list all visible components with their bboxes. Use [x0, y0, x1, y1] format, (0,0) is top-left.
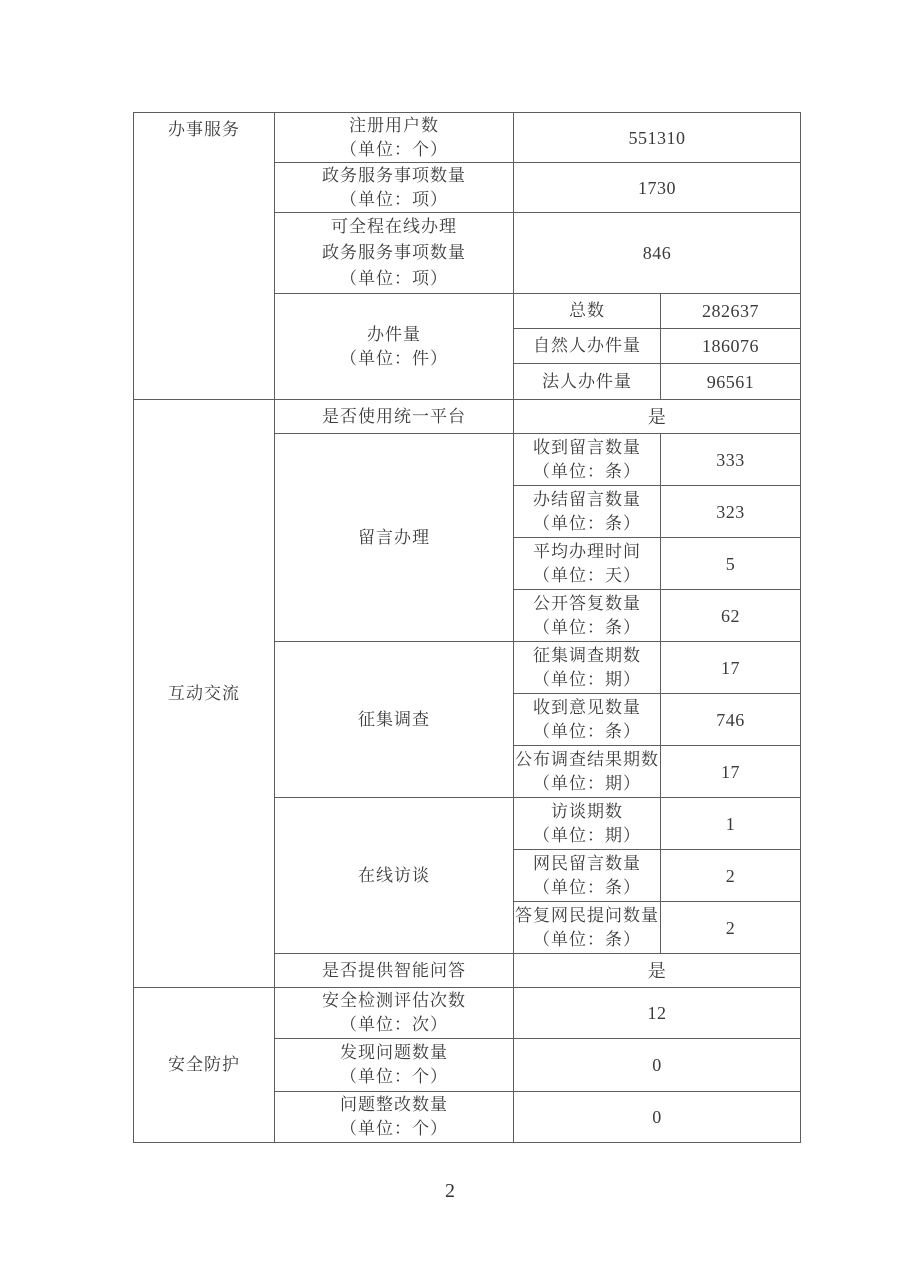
- metric-unit: （单位：项）: [340, 269, 448, 288]
- metric-label: 可全程在线办理: [331, 217, 457, 236]
- metric-group-liuyan: 留言办理: [275, 434, 514, 642]
- sub-value: 746: [661, 694, 801, 746]
- metric-label-cell: [275, 294, 514, 400]
- metric-label: 政务服务事项数量: [322, 165, 466, 185]
- metric-label: 问题整改数量: [340, 1095, 448, 1114]
- sub-unit: （单位：条）: [533, 929, 641, 949]
- sub-label-cell: [514, 486, 661, 538]
- metric-label: 安全检测评估次数: [322, 991, 466, 1010]
- metric-group-fangtan: 在线访谈: [275, 798, 514, 954]
- metric-label: 发现问题数量: [340, 1043, 448, 1062]
- metric-value: 0: [514, 1092, 801, 1143]
- metric-label-cell: [275, 954, 514, 988]
- sub-unit: （单位：条）: [533, 513, 641, 533]
- metric-label-line2: 政务服务事项数量: [322, 243, 466, 262]
- sub-label: 收到留言数量: [533, 437, 641, 457]
- metric-label-cell: [275, 988, 514, 1039]
- sub-value: 17: [661, 746, 801, 798]
- metric-value: 是: [514, 954, 801, 988]
- sub-value: 186076: [661, 329, 801, 364]
- sub-label: 收到意见数量: [533, 697, 641, 717]
- sub-label: 办结留言数量: [533, 489, 641, 509]
- sub-label: 总数: [514, 294, 661, 329]
- sub-unit: （单位：期）: [533, 773, 641, 793]
- report-table: [133, 112, 801, 1143]
- metric-label-cell: [275, 163, 514, 213]
- metric-value: 1730: [514, 163, 801, 213]
- metric-label: 是否提供智能问答: [322, 960, 466, 980]
- metric-value: 是: [514, 400, 801, 434]
- metric-label-cell: [275, 1092, 514, 1143]
- sub-unit: （单位：期）: [533, 825, 641, 845]
- sub-unit: （单位：条）: [533, 721, 641, 741]
- sub-label: 自然人办件量: [514, 329, 661, 364]
- sub-value: 1: [661, 798, 801, 850]
- sub-label-cell: [514, 694, 661, 746]
- sub-label: 答复网民提问数量: [515, 905, 659, 925]
- section-group-hudong: 互动交流: [134, 400, 275, 988]
- metric-label: 注册用户数: [349, 115, 439, 135]
- metric-label-cell: [275, 113, 514, 163]
- metric-value: 12: [514, 988, 801, 1039]
- sub-unit: （单位：条）: [533, 461, 641, 481]
- metric-label-cell: [275, 400, 514, 434]
- sub-label-cell: [514, 590, 661, 642]
- sub-label: 网民留言数量: [533, 853, 641, 873]
- sub-unit: （单位：天）: [533, 565, 641, 585]
- sub-label-cell: [514, 850, 661, 902]
- sub-label: 法人办件量: [514, 364, 661, 400]
- metric-label-cell: [275, 1039, 514, 1092]
- sub-label: 平均办理时间: [533, 541, 641, 561]
- sub-label-cell: [514, 746, 661, 798]
- metric-unit: （单位：件）: [340, 348, 448, 368]
- metric-unit: （单位：个）: [340, 1067, 448, 1086]
- section-group-banshi: 办事服务: [134, 113, 275, 400]
- sub-value: 62: [661, 590, 801, 642]
- sub-value: 323: [661, 486, 801, 538]
- sub-value: 2: [661, 902, 801, 954]
- sub-label: 访谈期数: [551, 801, 623, 821]
- sub-value: 96561: [661, 364, 801, 400]
- sub-label-cell: [514, 798, 661, 850]
- sub-label-cell: [514, 642, 661, 694]
- sub-value: 2: [661, 850, 801, 902]
- metric-unit: （单位：个）: [340, 139, 448, 159]
- section-group-anquan: 安全防护: [134, 988, 275, 1143]
- metric-unit: （单位：项）: [340, 189, 448, 209]
- sub-label-cell: [514, 434, 661, 486]
- sub-unit: （单位：条）: [533, 877, 641, 897]
- metric-unit: （单位：个）: [340, 1119, 448, 1138]
- metric-group-zhengji: 征集调查: [275, 642, 514, 798]
- sub-value: 282637: [661, 294, 801, 329]
- sub-value: 333: [661, 434, 801, 486]
- sub-unit: （单位：期）: [533, 669, 641, 689]
- sub-unit: （单位：条）: [533, 617, 641, 637]
- metric-unit: （单位：次）: [340, 1015, 448, 1034]
- sub-value: 17: [661, 642, 801, 694]
- metric-value: 846: [514, 213, 801, 294]
- sub-label: 公布调查结果期数: [515, 749, 659, 769]
- metric-label-cell: [275, 213, 514, 294]
- page-number: 2: [445, 1180, 455, 1202]
- metric-label: 办件量: [367, 324, 421, 344]
- sub-label: 公开答复数量: [533, 593, 641, 613]
- sub-label: 征集调查期数: [533, 645, 641, 665]
- sub-label-cell: [514, 902, 661, 954]
- sub-label-cell: [514, 538, 661, 590]
- metric-label: 是否使用统一平台: [322, 406, 466, 426]
- metric-value: 551310: [514, 113, 801, 163]
- sub-value: 5: [661, 538, 801, 590]
- metric-value: 0: [514, 1039, 801, 1092]
